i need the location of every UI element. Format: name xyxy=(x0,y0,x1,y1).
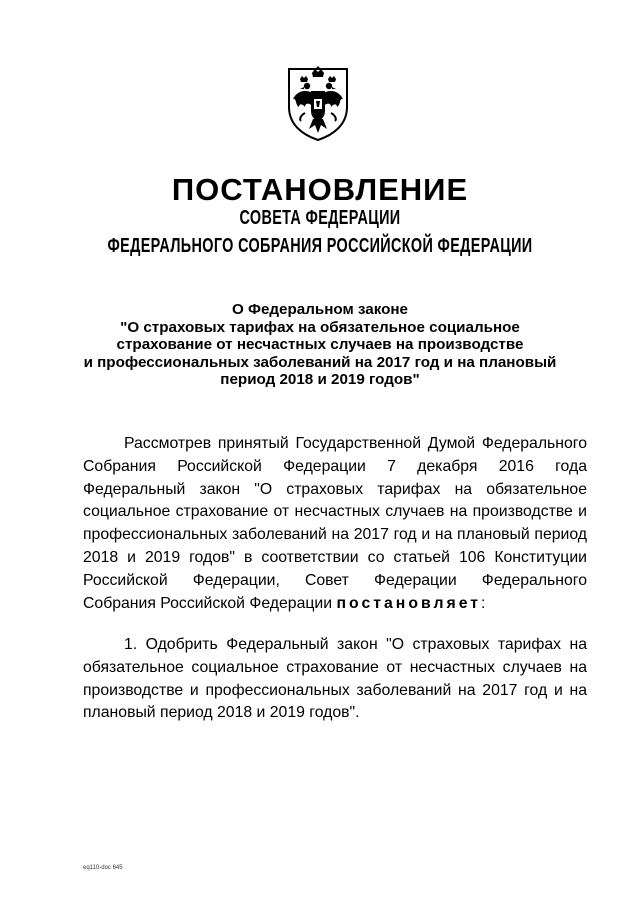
paragraph-line: Собрания Российской Федерации 7 декабря 2016 года xyxy=(83,457,587,475)
colon: : xyxy=(481,594,486,612)
subject-line: О Федеральном законе xyxy=(231,301,409,318)
preamble-paragraph xyxy=(83,433,587,615)
paragraph-line-text: Собрания Российской Федерации xyxy=(83,594,333,612)
paragraph-line: обязательное социальное страхование от несчастных случаев на xyxy=(83,658,587,676)
issuing-body-line1: СОВЕТА ФЕДЕРАЦИИ xyxy=(239,207,401,229)
document-code: eq110-doc 645 xyxy=(83,865,123,871)
subject-line: страхование от несчастных случаев на производстве xyxy=(116,336,524,353)
paragraph-line: социальное страхование от несчастных случаев на производстве и xyxy=(83,503,587,521)
subject-line: "О страховых тарифах на обязательное социальное xyxy=(120,318,520,336)
paragraph-line: профессиональных заболеваний на 2017 год и на плановый период xyxy=(83,526,587,544)
resolution-item-1 xyxy=(83,634,587,725)
subject-line: период 2018 и 2019 годов" xyxy=(220,371,420,388)
russian-coat-of-arms-icon xyxy=(283,63,353,143)
paragraph-line: плановый период 2018 и 2019 годов". xyxy=(83,704,360,722)
paragraph-line: 2018 и 2019 годов" в соответствии со статьей 106 Конституции xyxy=(83,548,587,566)
paragraph-line: Российской Федерации, Совет Федерации Федерального xyxy=(83,571,587,589)
document-title: ПОСТАНОВЛЕНИЕ xyxy=(171,172,469,207)
paragraph-line: производстве и профессиональных заболеваний на 2017 год и на xyxy=(83,681,587,699)
paragraph-line xyxy=(83,593,587,616)
paragraph-line: 1. Одобрить Федеральный закон "О страховых тарифах на xyxy=(124,636,587,653)
paragraph-line: Федеральный закон "О страховых тарифах на обязательное xyxy=(83,480,587,498)
paragraph-line: Рассмотрев принятый Государственной Думой Федерального xyxy=(124,435,587,452)
issuing-body-line2: ФЕДЕРАЛЬНОГО СОБРАНИЯ РОССИЙСКОЙ ФЕДЕРАЦИИ xyxy=(107,235,533,257)
document-subject xyxy=(60,301,580,389)
subject-line: и профессиональных заболеваний на 2017 год и на плановый xyxy=(83,353,557,371)
resolves-word: постановляет xyxy=(336,594,482,612)
